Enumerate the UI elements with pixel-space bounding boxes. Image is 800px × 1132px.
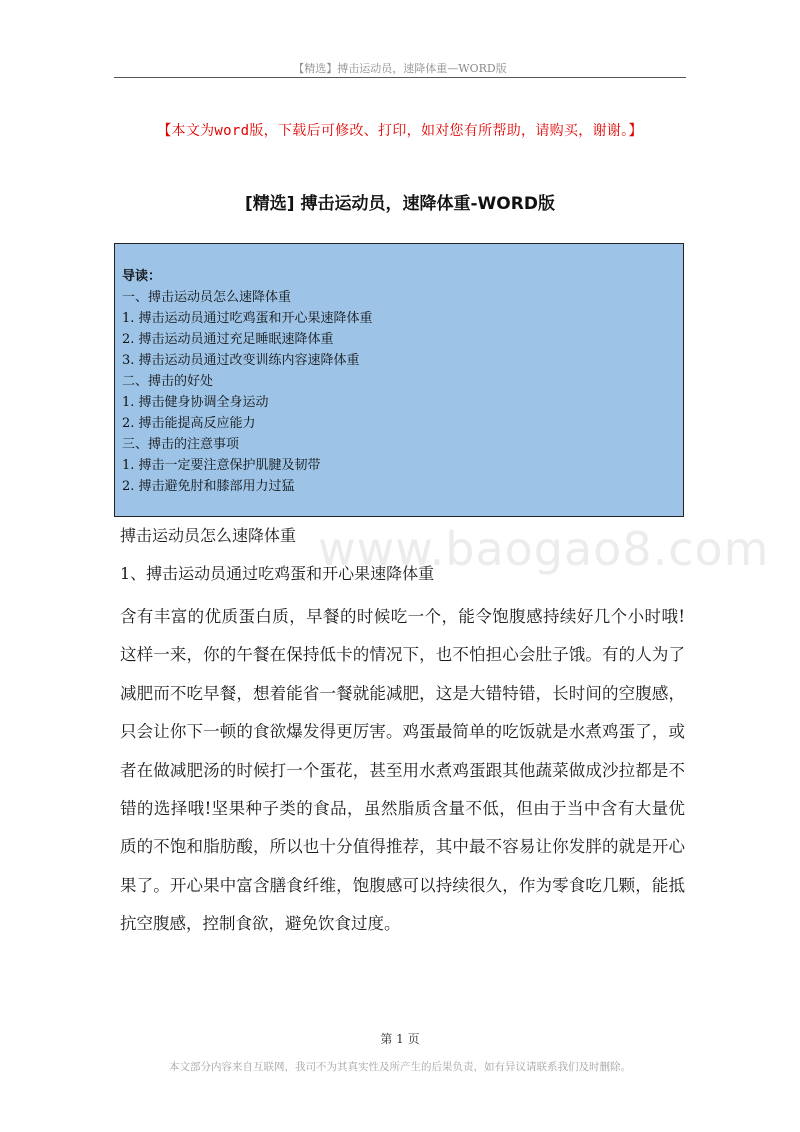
- toc-item: 1. 搏击运动员通过吃鸡蛋和开心果速降体重: [122, 311, 373, 326]
- document-title: [精选] 搏击运动员，速降体重-WORD版: [245, 194, 555, 214]
- toc-item: 2. 搏击避免肘和膝部用力过猛: [122, 479, 295, 494]
- running-header: 【精选】搏击运动员，速降体重—WORD版: [293, 62, 507, 75]
- toc-item: 1. 搏击健身协调全身运动: [122, 395, 269, 410]
- toc-item: 一、搏击运动员怎么速降体重: [122, 290, 292, 305]
- table-of-contents: [114, 243, 684, 517]
- page-number: 第 1 页: [380, 1032, 420, 1046]
- toc-heading: 导读：: [122, 269, 162, 284]
- document-body: [120, 526, 685, 944]
- watermark: www.baogao8.com: [318, 522, 770, 576]
- toc-item: 三、搏击的注意事项: [122, 437, 240, 452]
- toc-item: 2. 搏击运动员通过充足睡眠速降体重: [122, 332, 334, 347]
- sub-heading: 1、搏击运动员通过吃鸡蛋和开心果速降体重: [120, 564, 435, 583]
- toc-item: 二、搏击的好处: [122, 374, 214, 389]
- footer-disclaimer: 本文部分内容来自互联网，我司不为其真实性及所产生的后果负责，如有异议请联系我们及时删除。: [169, 1061, 631, 1073]
- body-paragraph: 含有丰富的优质蛋白质，早餐的时候吃一个，能令饱腹感持续好几个小时哦!这样一来，你的午餐在保持低卡的情况下，也不怕担心会肚子饿。有的人为了减肥而不吃早餐，想着能省一餐就能减肥，这是大错特错，长时间的空腹感，只会让你下一顿的食欲爆发得更厉害。鸡蛋最简单的吃饭就是水煮鸡蛋了，或者在做减肥汤的时候打一个蛋花，甚至用水煮鸡蛋跟其他蔬菜做成沙拉都是不错的选择哦!坚果种子类的食品，虽然脂质含量不低，但由于当中含有大量优质的不饱和脂肪酸，所以也十分值得推荐，其中最不容易让你发胖的就是开心果了。开心果中富含膳食纤维，饱腹感可以持续很久，作为零食吃几颗，能抵抗空腹感，控制食欲，避免饮食过度。: [120, 607, 685, 934]
- toc-item: 1. 搏击一定要注意保护肌腱及韧带: [122, 458, 321, 473]
- purchase-notice: 【本文为word版，下载后可修改、打印，如对您有所帮助，请购买，谢谢。】: [157, 123, 643, 139]
- header-divider: [114, 77, 686, 78]
- toc-item: 2. 搏击能提高反应能力: [122, 416, 256, 431]
- toc-item: 3. 搏击运动员通过改变训练内容速降体重: [122, 353, 360, 368]
- section-heading: 搏击运动员怎么速降体重: [120, 526, 297, 545]
